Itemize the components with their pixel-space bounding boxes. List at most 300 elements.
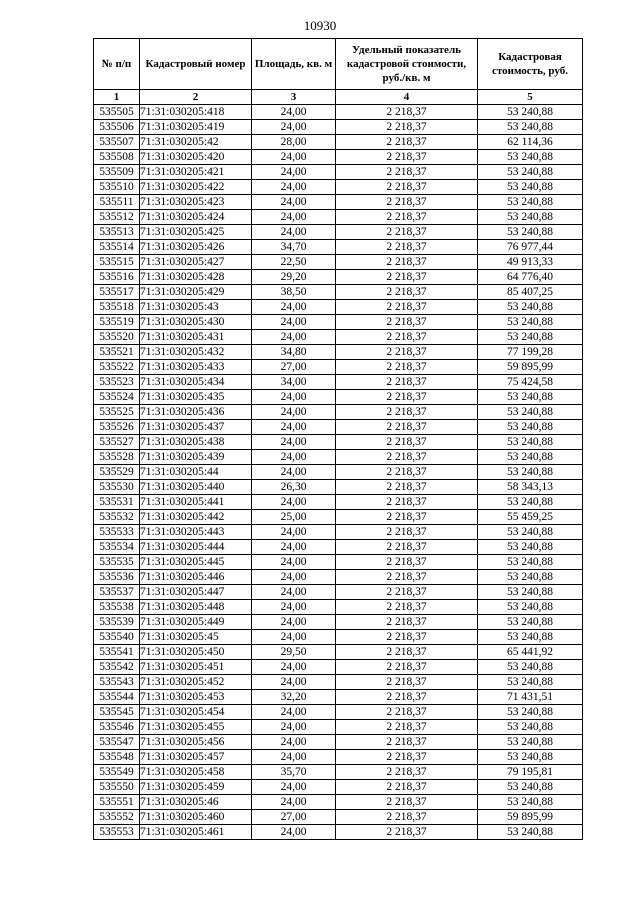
cell-area: 24,00 — [252, 390, 336, 405]
cell-area: 24,00 — [252, 300, 336, 315]
cell-row-number: 535549 — [94, 765, 140, 780]
cell-unit-value: 2 218,37 — [336, 645, 478, 660]
cell-cadastral-value: 53 240,88 — [478, 330, 583, 345]
cell-area: 24,00 — [252, 150, 336, 165]
cell-cadastral-value: 53 240,88 — [478, 585, 583, 600]
cell-area: 24,00 — [252, 720, 336, 735]
cell-area: 24,00 — [252, 825, 336, 840]
cell-unit-value: 2 218,37 — [336, 540, 478, 555]
cell-cadastral-number: 71:31:030205:429 — [140, 285, 252, 300]
cell-unit-value: 2 218,37 — [336, 495, 478, 510]
cell-unit-value: 2 218,37 — [336, 570, 478, 585]
cell-area: 29,20 — [252, 270, 336, 285]
table-row — [94, 240, 583, 255]
table-row — [94, 585, 583, 600]
cell-cadastral-number: 71:31:030205:461 — [140, 825, 252, 840]
cell-unit-value: 2 218,37 — [336, 615, 478, 630]
cell-area: 24,00 — [252, 540, 336, 555]
cell-unit-value: 2 218,37 — [336, 600, 478, 615]
cell-unit-value: 2 218,37 — [336, 735, 478, 750]
cell-row-number: 535513 — [94, 225, 140, 240]
cell-cadastral-value: 53 240,88 — [478, 300, 583, 315]
cell-cadastral-value: 53 240,88 — [478, 735, 583, 750]
cell-row-number: 535535 — [94, 555, 140, 570]
cell-unit-value: 2 218,37 — [336, 750, 478, 765]
cell-cadastral-value: 75 424,58 — [478, 375, 583, 390]
cell-unit-value: 2 218,37 — [336, 405, 478, 420]
cell-cadastral-number: 71:31:030205:432 — [140, 345, 252, 360]
cell-area: 25,00 — [252, 510, 336, 525]
cell-row-number: 535525 — [94, 405, 140, 420]
cell-row-number: 535544 — [94, 690, 140, 705]
cell-unit-value: 2 218,37 — [336, 465, 478, 480]
cell-row-number: 535505 — [94, 105, 140, 120]
table-row — [94, 315, 583, 330]
cell-row-number: 535539 — [94, 615, 140, 630]
cell-area: 24,00 — [252, 105, 336, 120]
cell-row-number: 535518 — [94, 300, 140, 315]
cell-unit-value: 2 218,37 — [336, 705, 478, 720]
cell-cadastral-number: 71:31:030205:44 — [140, 465, 252, 480]
cell-area: 22,50 — [252, 255, 336, 270]
cell-cadastral-number: 71:31:030205:428 — [140, 270, 252, 285]
cell-row-number: 535517 — [94, 285, 140, 300]
column-number: 3 — [252, 90, 336, 105]
cell-cadastral-value: 65 441,92 — [478, 645, 583, 660]
cell-cadastral-number: 71:31:030205:459 — [140, 780, 252, 795]
cell-cadastral-number: 71:31:030205:418 — [140, 105, 252, 120]
table-row — [94, 615, 583, 630]
cell-row-number: 535548 — [94, 750, 140, 765]
cell-unit-value: 2 218,37 — [336, 330, 478, 345]
cell-area: 34,70 — [252, 240, 336, 255]
cell-cadastral-value: 79 195,81 — [478, 765, 583, 780]
table-row — [94, 705, 583, 720]
cell-cadastral-number: 71:31:030205:448 — [140, 600, 252, 615]
table-row — [94, 120, 583, 135]
cell-cadastral-number: 71:31:030205:436 — [140, 405, 252, 420]
cell-cadastral-number: 71:31:030205:435 — [140, 390, 252, 405]
table-row — [94, 420, 583, 435]
cell-row-number: 535530 — [94, 480, 140, 495]
cell-area: 34,80 — [252, 345, 336, 360]
cell-area: 24,00 — [252, 435, 336, 450]
table-row — [94, 780, 583, 795]
table-row — [94, 225, 583, 240]
cell-cadastral-number: 71:31:030205:438 — [140, 435, 252, 450]
cell-cadastral-number: 71:31:030205:422 — [140, 180, 252, 195]
cell-unit-value: 2 218,37 — [336, 810, 478, 825]
cell-area: 24,00 — [252, 795, 336, 810]
column-number: 1 — [94, 90, 140, 105]
table-row — [94, 390, 583, 405]
column-number: 2 — [140, 90, 252, 105]
cell-cadastral-number: 71:31:030205:421 — [140, 165, 252, 180]
cell-unit-value: 2 218,37 — [336, 315, 478, 330]
cell-area: 24,00 — [252, 195, 336, 210]
cell-cadastral-value: 53 240,88 — [478, 105, 583, 120]
cell-row-number: 535528 — [94, 450, 140, 465]
table-row — [94, 465, 583, 480]
cell-cadastral-number: 71:31:030205:450 — [140, 645, 252, 660]
cell-cadastral-value: 53 240,88 — [478, 630, 583, 645]
cell-cadastral-value: 76 977,44 — [478, 240, 583, 255]
cell-cadastral-number: 71:31:030205:452 — [140, 675, 252, 690]
cell-cadastral-value: 53 240,88 — [478, 660, 583, 675]
cell-unit-value: 2 218,37 — [336, 720, 478, 735]
cell-row-number: 535553 — [94, 825, 140, 840]
cell-cadastral-value: 85 407,25 — [478, 285, 583, 300]
column-number: 5 — [478, 90, 583, 105]
cell-unit-value: 2 218,37 — [336, 435, 478, 450]
table-row — [94, 525, 583, 540]
cell-cadastral-number: 71:31:030205:447 — [140, 585, 252, 600]
cell-cadastral-value: 53 240,88 — [478, 120, 583, 135]
cell-unit-value: 2 218,37 — [336, 525, 478, 540]
table-row — [94, 795, 583, 810]
cell-row-number: 535526 — [94, 420, 140, 435]
cell-unit-value: 2 218,37 — [336, 135, 478, 150]
cell-cadastral-value: 53 240,88 — [478, 795, 583, 810]
cell-row-number: 535529 — [94, 465, 140, 480]
cell-cadastral-value: 62 114,36 — [478, 135, 583, 150]
cell-cadastral-number: 71:31:030205:449 — [140, 615, 252, 630]
header-cadastral-value: Кадастровая стоимость, руб. — [478, 39, 583, 90]
table-row — [94, 495, 583, 510]
table-row — [94, 255, 583, 270]
cell-row-number: 535522 — [94, 360, 140, 375]
cell-cadastral-value: 53 240,88 — [478, 405, 583, 420]
table-row — [94, 690, 583, 705]
cell-row-number: 535507 — [94, 135, 140, 150]
cell-cadastral-number: 71:31:030205:437 — [140, 420, 252, 435]
cell-unit-value: 2 218,37 — [336, 165, 478, 180]
cadastral-value-table — [93, 38, 583, 840]
cell-unit-value: 2 218,37 — [336, 420, 478, 435]
cell-area: 24,00 — [252, 165, 336, 180]
cell-area: 27,00 — [252, 360, 336, 375]
cell-cadastral-value: 49 913,33 — [478, 255, 583, 270]
cell-row-number: 535532 — [94, 510, 140, 525]
cell-row-number: 535551 — [94, 795, 140, 810]
cell-cadastral-value: 53 240,88 — [478, 555, 583, 570]
cell-cadastral-number: 71:31:030205:455 — [140, 720, 252, 735]
cell-cadastral-number: 71:31:030205:43 — [140, 300, 252, 315]
cell-unit-value: 2 218,37 — [336, 510, 478, 525]
cell-row-number: 535545 — [94, 705, 140, 720]
cell-row-number: 535531 — [94, 495, 140, 510]
cell-cadastral-number: 71:31:030205:427 — [140, 255, 252, 270]
cell-unit-value: 2 218,37 — [336, 195, 478, 210]
cell-cadastral-value: 53 240,88 — [478, 450, 583, 465]
cell-cadastral-value: 53 240,88 — [478, 210, 583, 225]
cell-unit-value: 2 218,37 — [336, 120, 478, 135]
table-row — [94, 720, 583, 735]
cell-unit-value: 2 218,37 — [336, 300, 478, 315]
header-area: Площадь, кв. м — [252, 39, 336, 90]
cell-row-number: 535537 — [94, 585, 140, 600]
cell-area: 34,00 — [252, 375, 336, 390]
cell-area: 24,00 — [252, 615, 336, 630]
cell-unit-value: 2 218,37 — [336, 795, 478, 810]
cell-unit-value: 2 218,37 — [336, 780, 478, 795]
cell-cadastral-number: 71:31:030205:442 — [140, 510, 252, 525]
cell-cadastral-number: 71:31:030205:439 — [140, 450, 252, 465]
cell-cadastral-value: 53 240,88 — [478, 570, 583, 585]
cell-cadastral-number: 71:31:030205:443 — [140, 525, 252, 540]
cell-area: 24,00 — [252, 630, 336, 645]
table-row — [94, 630, 583, 645]
cell-row-number: 535514 — [94, 240, 140, 255]
cell-cadastral-number: 71:31:030205:423 — [140, 195, 252, 210]
cell-area: 24,00 — [252, 180, 336, 195]
cell-unit-value: 2 218,37 — [336, 825, 478, 840]
cell-cadastral-number: 71:31:030205:42 — [140, 135, 252, 150]
table-row — [94, 810, 583, 825]
cell-row-number: 535506 — [94, 120, 140, 135]
cell-cadastral-number: 71:31:030205:446 — [140, 570, 252, 585]
cell-area: 35,70 — [252, 765, 336, 780]
cell-unit-value: 2 218,37 — [336, 390, 478, 405]
cell-unit-value: 2 218,37 — [336, 675, 478, 690]
cell-row-number: 535519 — [94, 315, 140, 330]
table-row — [94, 345, 583, 360]
cell-cadastral-number: 71:31:030205:430 — [140, 315, 252, 330]
cell-area: 24,00 — [252, 120, 336, 135]
cell-cadastral-value: 53 240,88 — [478, 390, 583, 405]
header-cadastral-number: Кадастровый номер — [140, 39, 252, 90]
cell-cadastral-value: 53 240,88 — [478, 315, 583, 330]
table-row — [94, 570, 583, 585]
cell-unit-value: 2 218,37 — [336, 480, 478, 495]
cell-cadastral-value: 53 240,88 — [478, 675, 583, 690]
cell-area: 24,00 — [252, 705, 336, 720]
cell-unit-value: 2 218,37 — [336, 105, 478, 120]
cell-cadastral-number: 71:31:030205:433 — [140, 360, 252, 375]
table-row — [94, 195, 583, 210]
table-row — [94, 645, 583, 660]
cell-area: 28,00 — [252, 135, 336, 150]
cell-unit-value: 2 218,37 — [336, 765, 478, 780]
cell-unit-value: 2 218,37 — [336, 450, 478, 465]
cell-cadastral-value: 53 240,88 — [478, 180, 583, 195]
cell-row-number: 535538 — [94, 600, 140, 615]
cell-cadastral-number: 71:31:030205:426 — [140, 240, 252, 255]
cell-cadastral-number: 71:31:030205:434 — [140, 375, 252, 390]
cell-unit-value: 2 218,37 — [336, 180, 478, 195]
cell-area: 24,00 — [252, 405, 336, 420]
table-row — [94, 765, 583, 780]
cell-area: 24,00 — [252, 555, 336, 570]
table-row — [94, 750, 583, 765]
cell-row-number: 535521 — [94, 345, 140, 360]
cell-cadastral-value: 53 240,88 — [478, 720, 583, 735]
cell-row-number: 535552 — [94, 810, 140, 825]
cell-cadastral-value: 53 240,88 — [478, 780, 583, 795]
cell-area: 29,50 — [252, 645, 336, 660]
cell-cadastral-value: 53 240,88 — [478, 495, 583, 510]
cell-cadastral-number: 71:31:030205:460 — [140, 810, 252, 825]
table-row — [94, 600, 583, 615]
cell-area: 38,50 — [252, 285, 336, 300]
cell-row-number: 535547 — [94, 735, 140, 750]
cell-unit-value: 2 218,37 — [336, 630, 478, 645]
cell-cadastral-number: 71:31:030205:425 — [140, 225, 252, 240]
cell-cadastral-value: 53 240,88 — [478, 600, 583, 615]
cell-cadastral-number: 71:31:030205:456 — [140, 735, 252, 750]
table-row — [94, 270, 583, 285]
cell-area: 32,20 — [252, 690, 336, 705]
cell-row-number: 535523 — [94, 375, 140, 390]
cell-area: 24,00 — [252, 585, 336, 600]
cell-area: 24,00 — [252, 660, 336, 675]
cell-cadastral-value: 53 240,88 — [478, 750, 583, 765]
cell-area: 24,00 — [252, 600, 336, 615]
table-row — [94, 825, 583, 840]
cell-row-number: 535534 — [94, 540, 140, 555]
cell-unit-value: 2 218,37 — [336, 150, 478, 165]
cell-row-number: 535512 — [94, 210, 140, 225]
table-row — [94, 375, 583, 390]
cell-cadastral-number: 71:31:030205:45 — [140, 630, 252, 645]
cell-row-number: 535511 — [94, 195, 140, 210]
cell-unit-value: 2 218,37 — [336, 345, 478, 360]
cell-cadastral-number: 71:31:030205:445 — [140, 555, 252, 570]
cell-cadastral-number: 71:31:030205:420 — [140, 150, 252, 165]
table-row — [94, 405, 583, 420]
cell-row-number: 535508 — [94, 150, 140, 165]
table-row — [94, 330, 583, 345]
cell-row-number: 535543 — [94, 675, 140, 690]
cell-unit-value: 2 218,37 — [336, 585, 478, 600]
cell-cadastral-number: 71:31:030205:457 — [140, 750, 252, 765]
table-row — [94, 210, 583, 225]
cell-cadastral-value: 53 240,88 — [478, 525, 583, 540]
cell-cadastral-number: 71:31:030205:424 — [140, 210, 252, 225]
cell-cadastral-value: 53 240,88 — [478, 225, 583, 240]
column-number-row — [94, 90, 583, 105]
cell-unit-value: 2 218,37 — [336, 225, 478, 240]
cell-area: 24,00 — [252, 780, 336, 795]
table-row — [94, 660, 583, 675]
cell-area: 24,00 — [252, 330, 336, 345]
cell-unit-value: 2 218,37 — [336, 285, 478, 300]
cell-cadastral-value: 77 199,28 — [478, 345, 583, 360]
cell-row-number: 535541 — [94, 645, 140, 660]
cell-unit-value: 2 218,37 — [336, 660, 478, 675]
cell-area: 24,00 — [252, 210, 336, 225]
cell-area: 24,00 — [252, 420, 336, 435]
table-row — [94, 435, 583, 450]
table-row — [94, 105, 583, 120]
cell-cadastral-value: 53 240,88 — [478, 195, 583, 210]
table-row — [94, 135, 583, 150]
cell-row-number: 535527 — [94, 435, 140, 450]
cell-area: 24,00 — [252, 465, 336, 480]
cell-cadastral-value: 53 240,88 — [478, 705, 583, 720]
cell-unit-value: 2 218,37 — [336, 375, 478, 390]
cell-cadastral-value: 53 240,88 — [478, 435, 583, 450]
cell-unit-value: 2 218,37 — [336, 210, 478, 225]
table-row — [94, 165, 583, 180]
cell-cadastral-value: 53 240,88 — [478, 465, 583, 480]
table-row — [94, 555, 583, 570]
cell-cadastral-value: 59 895,99 — [478, 360, 583, 375]
cell-row-number: 535540 — [94, 630, 140, 645]
cell-row-number: 535520 — [94, 330, 140, 345]
cell-cadastral-value: 53 240,88 — [478, 825, 583, 840]
cell-row-number: 535550 — [94, 780, 140, 795]
table-row — [94, 510, 583, 525]
header-unit-value: Удельный показатель кадастровой стоимости, руб./кв. м — [336, 39, 478, 90]
cell-cadastral-number: 71:31:030205:444 — [140, 540, 252, 555]
cell-cadastral-value: 53 240,88 — [478, 165, 583, 180]
table-row — [94, 735, 583, 750]
table-row — [94, 150, 583, 165]
cell-cadastral-number: 71:31:030205:441 — [140, 495, 252, 510]
header-row-number: № п/п — [94, 39, 140, 90]
cell-area: 24,00 — [252, 750, 336, 765]
cell-cadastral-value: 71 431,51 — [478, 690, 583, 705]
cell-cadastral-value: 53 240,88 — [478, 150, 583, 165]
cell-area: 27,00 — [252, 810, 336, 825]
cell-cadastral-value: 59 895,99 — [478, 810, 583, 825]
cell-area: 24,00 — [252, 495, 336, 510]
cell-row-number: 535515 — [94, 255, 140, 270]
cell-unit-value: 2 218,37 — [336, 690, 478, 705]
table-row — [94, 540, 583, 555]
table-row — [94, 180, 583, 195]
cell-unit-value: 2 218,37 — [336, 255, 478, 270]
cell-unit-value: 2 218,37 — [336, 270, 478, 285]
cell-row-number: 535524 — [94, 390, 140, 405]
cell-cadastral-value: 53 240,88 — [478, 420, 583, 435]
cell-area: 24,00 — [252, 675, 336, 690]
cell-row-number: 535533 — [94, 525, 140, 540]
cell-cadastral-number: 71:31:030205:46 — [140, 795, 252, 810]
column-number: 4 — [336, 90, 478, 105]
cell-area: 24,00 — [252, 570, 336, 585]
table-row — [94, 360, 583, 375]
table-row — [94, 675, 583, 690]
cell-cadastral-number: 71:31:030205:451 — [140, 660, 252, 675]
table-row — [94, 285, 583, 300]
cell-area: 24,00 — [252, 450, 336, 465]
cell-cadastral-value: 53 240,88 — [478, 540, 583, 555]
cell-cadastral-value: 53 240,88 — [478, 615, 583, 630]
table-row — [94, 450, 583, 465]
cell-row-number: 535536 — [94, 570, 140, 585]
cell-cadastral-value: 58 343,13 — [478, 480, 583, 495]
cell-unit-value: 2 218,37 — [336, 555, 478, 570]
cell-cadastral-number: 71:31:030205:454 — [140, 705, 252, 720]
cell-row-number: 535516 — [94, 270, 140, 285]
cell-area: 24,00 — [252, 315, 336, 330]
cell-row-number: 535509 — [94, 165, 140, 180]
table-body — [94, 105, 583, 840]
table-row — [94, 300, 583, 315]
cell-row-number: 535510 — [94, 180, 140, 195]
cell-area: 24,00 — [252, 525, 336, 540]
cell-cadastral-value: 55 459,25 — [478, 510, 583, 525]
cell-cadastral-number: 71:31:030205:431 — [140, 330, 252, 345]
cell-area: 26,30 — [252, 480, 336, 495]
cell-cadastral-number: 71:31:030205:440 — [140, 480, 252, 495]
page-number: 10930 — [303, 18, 337, 33]
cell-area: 24,00 — [252, 225, 336, 240]
table-row — [94, 480, 583, 495]
table-header-row — [94, 39, 583, 90]
